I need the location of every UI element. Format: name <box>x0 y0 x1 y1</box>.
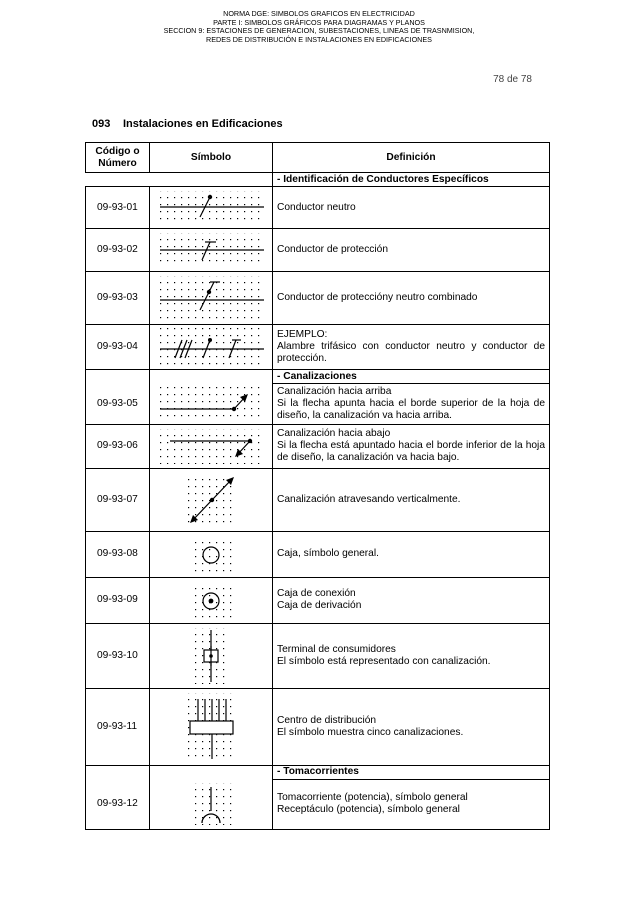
row-code: 09-93-09 <box>86 577 150 623</box>
row-code: 09-93-05 <box>86 384 150 425</box>
power-outlet-symbol <box>150 779 273 829</box>
symbol-cell <box>150 384 273 425</box>
row-code: 09-93-08 <box>86 531 150 577</box>
symbol-cell <box>150 229 273 272</box>
row-code: 09-93-12 <box>86 779 150 830</box>
definition-line: Canalización hacia arriba <box>277 385 392 397</box>
row-definition <box>273 384 550 425</box>
box-general-symbol <box>150 532 273 577</box>
header-line: NORMA DGE: SIMBOLOS GRAFICOS EN ELECTRICIDAD <box>223 9 415 18</box>
row-code: 09-93-07 <box>86 468 150 531</box>
row-definition <box>273 325 550 370</box>
table-row <box>86 531 550 577</box>
definition-line: Caja de derivación <box>277 600 362 611</box>
row-definition <box>273 531 550 577</box>
table-row <box>86 779 550 830</box>
section-heading <box>92 118 283 130</box>
definition-line: Conductor de proteccióny neutro combinado <box>277 292 478 303</box>
three-phase-example-symbol <box>150 325 273 369</box>
definition-line: Conductor neutro <box>277 201 356 213</box>
page-number: 78 de 78 <box>493 74 532 85</box>
symbol-cell <box>150 468 273 531</box>
table-row <box>86 384 550 425</box>
header-line: PARTE I: SIMBOLOS GRÁFICOS PARA DIAGRAMAS Y PLANOS <box>213 17 425 27</box>
row-code: 09-93-02 <box>86 229 150 272</box>
definition-line: EJEMPLO: <box>277 329 328 340</box>
column-header-definition: Definición <box>273 143 550 173</box>
row-definition <box>273 779 550 830</box>
canalization-down-symbol <box>150 425 273 468</box>
definition-line: Caja de conexión <box>277 588 356 599</box>
definition-line: Canalización atravesando verticalmente. <box>277 493 461 505</box>
subheader-conductors: - Identificación de Conductores Específicos <box>273 173 550 187</box>
row-definition <box>273 688 550 765</box>
row-code: 09-93-03 <box>86 272 150 325</box>
column-header-symbol: Símbolo <box>150 143 273 173</box>
definition-line: Alambre trifásico con conductor neutro y conductor de protección. <box>277 341 545 364</box>
table-row <box>86 623 550 688</box>
subheader-row <box>86 765 550 779</box>
canalization-up-symbol <box>150 384 273 424</box>
symbol-cell <box>150 424 273 468</box>
definition-line: Si la flecha apunta hacia el borde superior de la hoja de diseño, la canalización va hacia arriba. <box>277 397 545 421</box>
table-row <box>86 229 550 272</box>
definition-line: Caja, símbolo general. <box>277 548 379 559</box>
table-header-row <box>86 143 550 173</box>
table-row <box>86 688 550 765</box>
definition-line: Centro de distribución <box>277 714 377 726</box>
consumer-terminal-symbol <box>150 624 273 688</box>
definition-line: El símbolo muestra cinco canalizaciones. <box>277 726 464 738</box>
section-title: Instalaciones en Edificaciones <box>123 118 283 130</box>
definition-line: Tomacorriente (potencia), símbolo general <box>277 792 468 804</box>
row-definition <box>273 424 550 468</box>
symbol-cell <box>150 187 273 229</box>
conductor-neutral-symbol <box>150 187 273 228</box>
definition-line: Canalización hacia abajo <box>277 428 391 439</box>
symbol-cell <box>150 688 273 765</box>
header-line: REDES DE DISTRIBUCIÓN E INSTALACIONES EN EDIFICACIONES <box>206 34 432 44</box>
row-code: 09-93-04 <box>86 325 150 370</box>
canalization-crossing-symbol <box>150 469 273 531</box>
row-definition <box>273 577 550 623</box>
table-row <box>86 468 550 531</box>
column-header-code: Código o Número <box>86 143 150 173</box>
symbol-cell <box>150 325 273 370</box>
table-row <box>86 272 550 325</box>
subheader-row <box>86 370 550 384</box>
protective-conductor-symbol <box>150 229 273 271</box>
row-code: 09-93-01 <box>86 187 150 229</box>
row-definition <box>273 272 550 325</box>
section-number: 093 <box>92 118 111 130</box>
definition-line: Conductor de protección <box>277 244 388 255</box>
distribution-center-symbol <box>150 689 273 765</box>
row-code: 09-93-10 <box>86 623 150 688</box>
row-definition <box>273 468 550 531</box>
row-definition <box>273 187 550 229</box>
symbols-table <box>85 142 550 830</box>
connection-box-symbol <box>150 578 273 623</box>
subheader-canalizations: - Canalizaciones <box>273 370 550 384</box>
table-row <box>86 424 550 468</box>
table-row <box>86 577 550 623</box>
row-code: 09-93-11 <box>86 688 150 765</box>
document-header <box>0 10 638 44</box>
subheader-outlets: - Tomacorrientes <box>273 765 550 779</box>
row-definition <box>273 229 550 272</box>
definition-line: El símbolo está representado con canalización. <box>277 655 491 667</box>
definition-line: Si la flecha está apuntado hacia el borde inferior de la hoja de diseño, la canalización va hacia bajo. <box>277 440 545 463</box>
row-definition <box>273 623 550 688</box>
symbol-cell <box>150 779 273 830</box>
table-row <box>86 187 550 229</box>
subheader-row <box>86 173 550 187</box>
row-code: 09-93-06 <box>86 424 150 468</box>
symbol-cell <box>150 623 273 688</box>
table-row <box>86 325 550 370</box>
header-line: SECCION 9: ESTACIONES DE GENERACION, SUBESTACIONES, LINEAS DE TRASNMISION, <box>163 26 475 36</box>
combined-conductor-symbol <box>150 272 273 324</box>
symbol-cell <box>150 272 273 325</box>
definition-line: Terminal de consumidores <box>277 643 396 655</box>
definition-line: Receptáculo (potencia), símbolo general <box>277 804 460 816</box>
symbol-cell <box>150 531 273 577</box>
symbol-cell <box>150 577 273 623</box>
